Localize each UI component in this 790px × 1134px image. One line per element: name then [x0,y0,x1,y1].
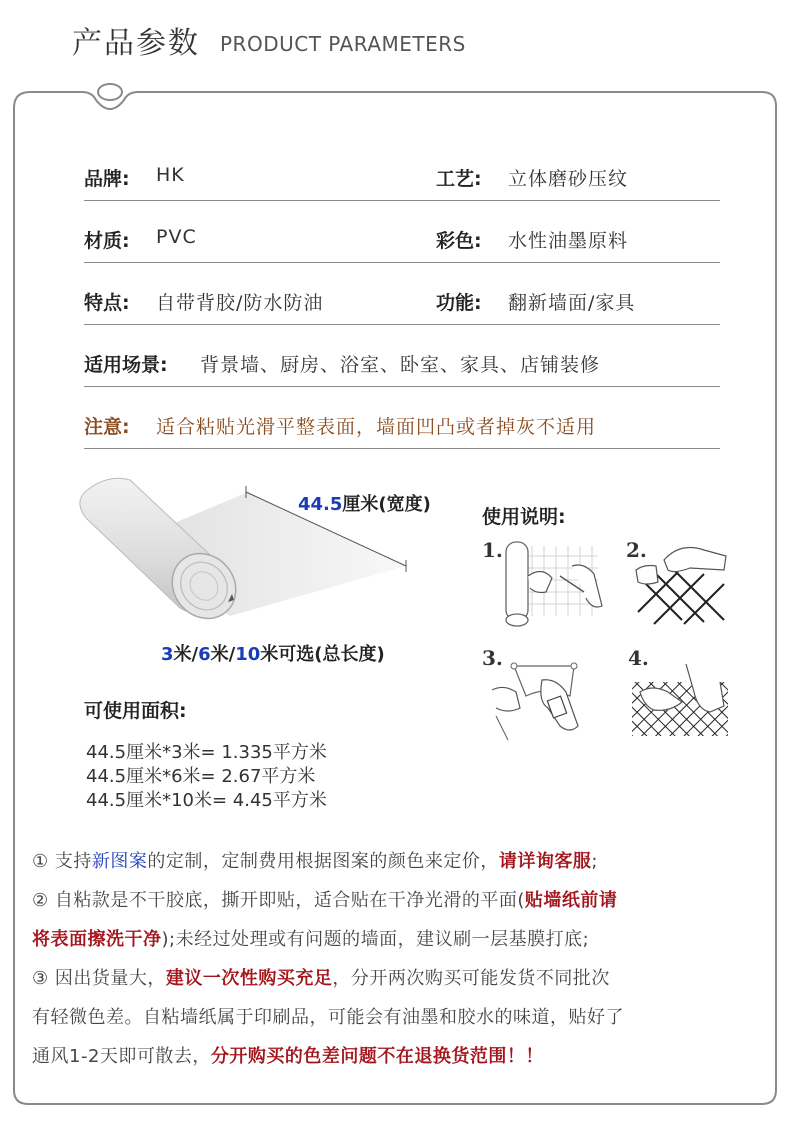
note-2-cont: 将表面擦洗干净);未经过处理或有问题的墙面，建议刷一层基膜打底; [32,929,590,950]
brand-value: HK [156,164,185,186]
usage-title: 使用说明: [482,506,566,528]
width-dimension-label: 44.5厘米(宽度) [298,494,431,515]
step-number: 3. [482,646,503,670]
page-subtitle: PRODUCT PARAMETERS [220,32,466,56]
note-1: ① 支持新图案的定制，定制费用根据图案的颜色来定价，请详询客服; [32,851,598,872]
note-2: ② 自粘款是不干胶底，撕开即贴，适合贴在干净光滑的平面(贴墙纸前请 [32,890,618,911]
note-3-cont: 有轻微色差。自粘墙纸属于印刷品，可能会有油墨和胶水的味道，贴好了 [32,1007,624,1028]
step3-apply-illustration [486,656,596,742]
color-label: 彩色: [436,230,482,252]
note-3-end: 通风1-2天即可散去，分开购买的色差问题不在退换货范围！！ [32,1046,544,1067]
length-options-label: 3米/6米/10米可选(总长度) [161,644,385,665]
tag-ring-icon [98,84,122,100]
area-line: 44.5厘米*10米= 4.45平方米 [86,790,327,811]
function-label: 功能: [436,292,482,314]
area-line: 44.5厘米*6米= 2.67平方米 [86,766,316,787]
feature-label: 特点: [84,292,130,314]
craft-value: 立体磨砂压纹 [508,168,629,190]
step-number: 4. [628,646,649,670]
area-title: 可使用面积: [84,700,187,722]
caution-value: 适合粘贴光滑平整表面，墙面凹凸或者掉灰不适用 [156,416,597,438]
scene-label: 适用场景: [84,354,168,376]
param-row-2 [84,222,720,263]
param-row-5 [84,408,720,449]
craft-label: 工艺: [436,168,482,190]
area-line: 44.5厘米*3米= 1.335平方米 [86,742,327,763]
notes-section [32,842,752,1076]
brand-label: 品牌: [84,168,130,190]
step2-peel-illustration [634,536,730,632]
note-3: ③ 因出货量大，建议一次性购买充足，分开两次购买可能发货不同批次 [32,968,610,989]
page-title: 产品参数 [72,26,200,61]
caution-label: 注意: [84,416,130,438]
step-number: 2. [626,538,647,562]
step-number: 1. [482,538,503,562]
step1-measure-illustration [502,536,612,632]
param-row-3 [84,284,720,325]
feature-value: 自带背胶/防水防油 [156,292,324,314]
step4-smooth-illustration [630,662,730,742]
param-row-4 [84,346,720,387]
material-label: 材质: [84,230,130,252]
function-value: 翻新墙面/家具 [508,292,636,314]
color-value: 水性油墨原料 [508,230,629,252]
param-row-1 [84,160,720,201]
scene-value: 背景墙、厨房、浴室、卧室、家具、店铺装修 [200,354,601,376]
material-value: PVC [156,226,197,248]
